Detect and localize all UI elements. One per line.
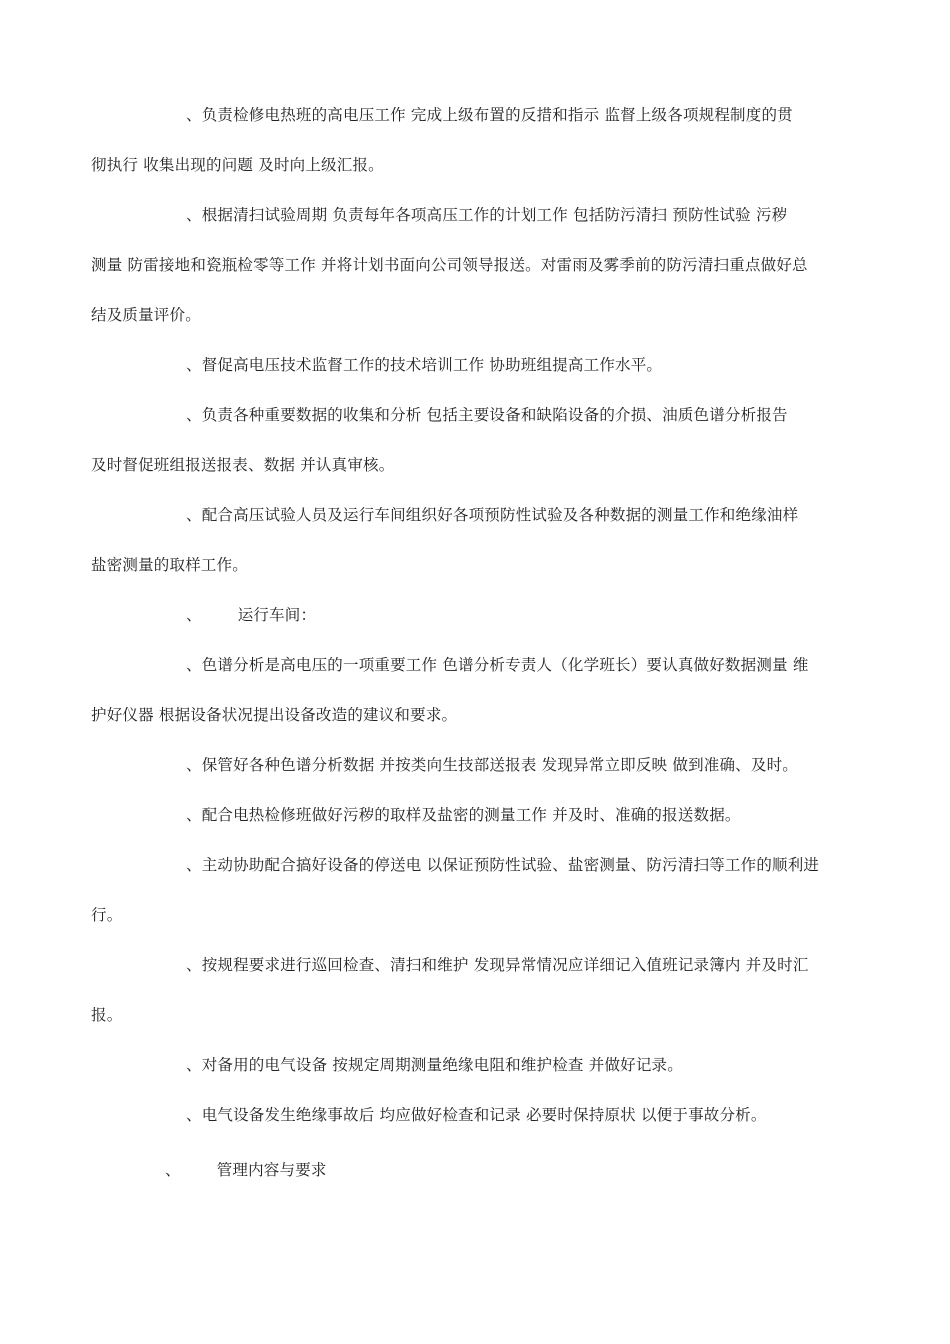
heading-text: 运行车间： xyxy=(237,606,317,624)
paragraph-line: 、色谱分析是高电压的一项重要工作 色谱分析专责人（化学班长）要认真做好数据测量 维 xyxy=(186,656,809,674)
paragraph-line: 、根据清扫试验周期 负责每年各项高压工作的计划工作 包括防污清扫 预防性试验 污秽 xyxy=(186,206,788,224)
paragraph-line: 、主动协助配合搞好设备的停送电 以保证预防性试验、盐密测量、防污清扫等工作的顺利进 xyxy=(186,856,820,874)
heading-mark: 、 xyxy=(186,606,202,624)
paragraph-line: 及时督促班组报送报表、数据 并认真审核。 xyxy=(91,456,395,474)
section-heading xyxy=(186,605,316,625)
paragraph-line: 、负责检修电热班的高电压工作 完成上级布置的反措和指示 监督上级各项规程制度的贯 xyxy=(186,106,793,124)
paragraph-line: 、负责各种重要数据的收集和分析 包括主要设备和缺陷设备的介损、油质色谱分析报告 xyxy=(186,406,788,424)
paragraph-line: 结及质量评价。 xyxy=(91,306,201,324)
paragraph-line: 彻执行 收集出现的问题 及时向上级汇报。 xyxy=(91,156,384,174)
paragraph-line: 、督促高电压技术监督工作的技术培训工作 协助班组提高工作水平。 xyxy=(186,356,663,374)
paragraph-line: 护好仪器 根据设备状况提出设备改造的建议和要求。 xyxy=(91,706,458,724)
paragraph-line: 测量 防雷接地和瓷瓶检零等工作 并将计划书面向公司领导报送。对雷雨及雾季前的防污清扫重点做好总 xyxy=(91,256,808,274)
paragraph-line: 、对备用的电气设备 按规定周期测量绝缘电阻和维护检查 并做好记录。 xyxy=(186,1056,683,1074)
paragraph-line: 盐密测量的取样工作。 xyxy=(91,556,249,574)
paragraph-line: 、保管好各种色谱分析数据 并按类向生技部送报表 发现异常立即反映 做到准确、及时。 xyxy=(186,756,798,774)
paragraph-line: 行。 xyxy=(91,906,123,924)
paragraph-line: 、配合电热检修班做好污秽的取样及盐密的测量工作 并及时、准确的报送数据。 xyxy=(186,806,741,824)
paragraph-line: 、按规程要求进行巡回检查、清扫和维护 发现异常情况应详细记入值班记录簿内 并及时汇 xyxy=(186,956,809,974)
paragraph-line: 、配合高压试验人员及运行车间组织好各项预防性试验及各种数据的测量工作和绝缘油样 xyxy=(186,506,799,524)
heading-text: 管理内容与要求 xyxy=(216,1161,327,1179)
paragraph-line: 、电气设备发生绝缘事故后 均应做好检查和记录 必要时保持原状 以便于事故分析。 xyxy=(186,1106,767,1124)
paragraph-line: 报。 xyxy=(91,1006,123,1024)
section-heading xyxy=(165,1160,327,1180)
heading-mark: 、 xyxy=(165,1161,181,1179)
